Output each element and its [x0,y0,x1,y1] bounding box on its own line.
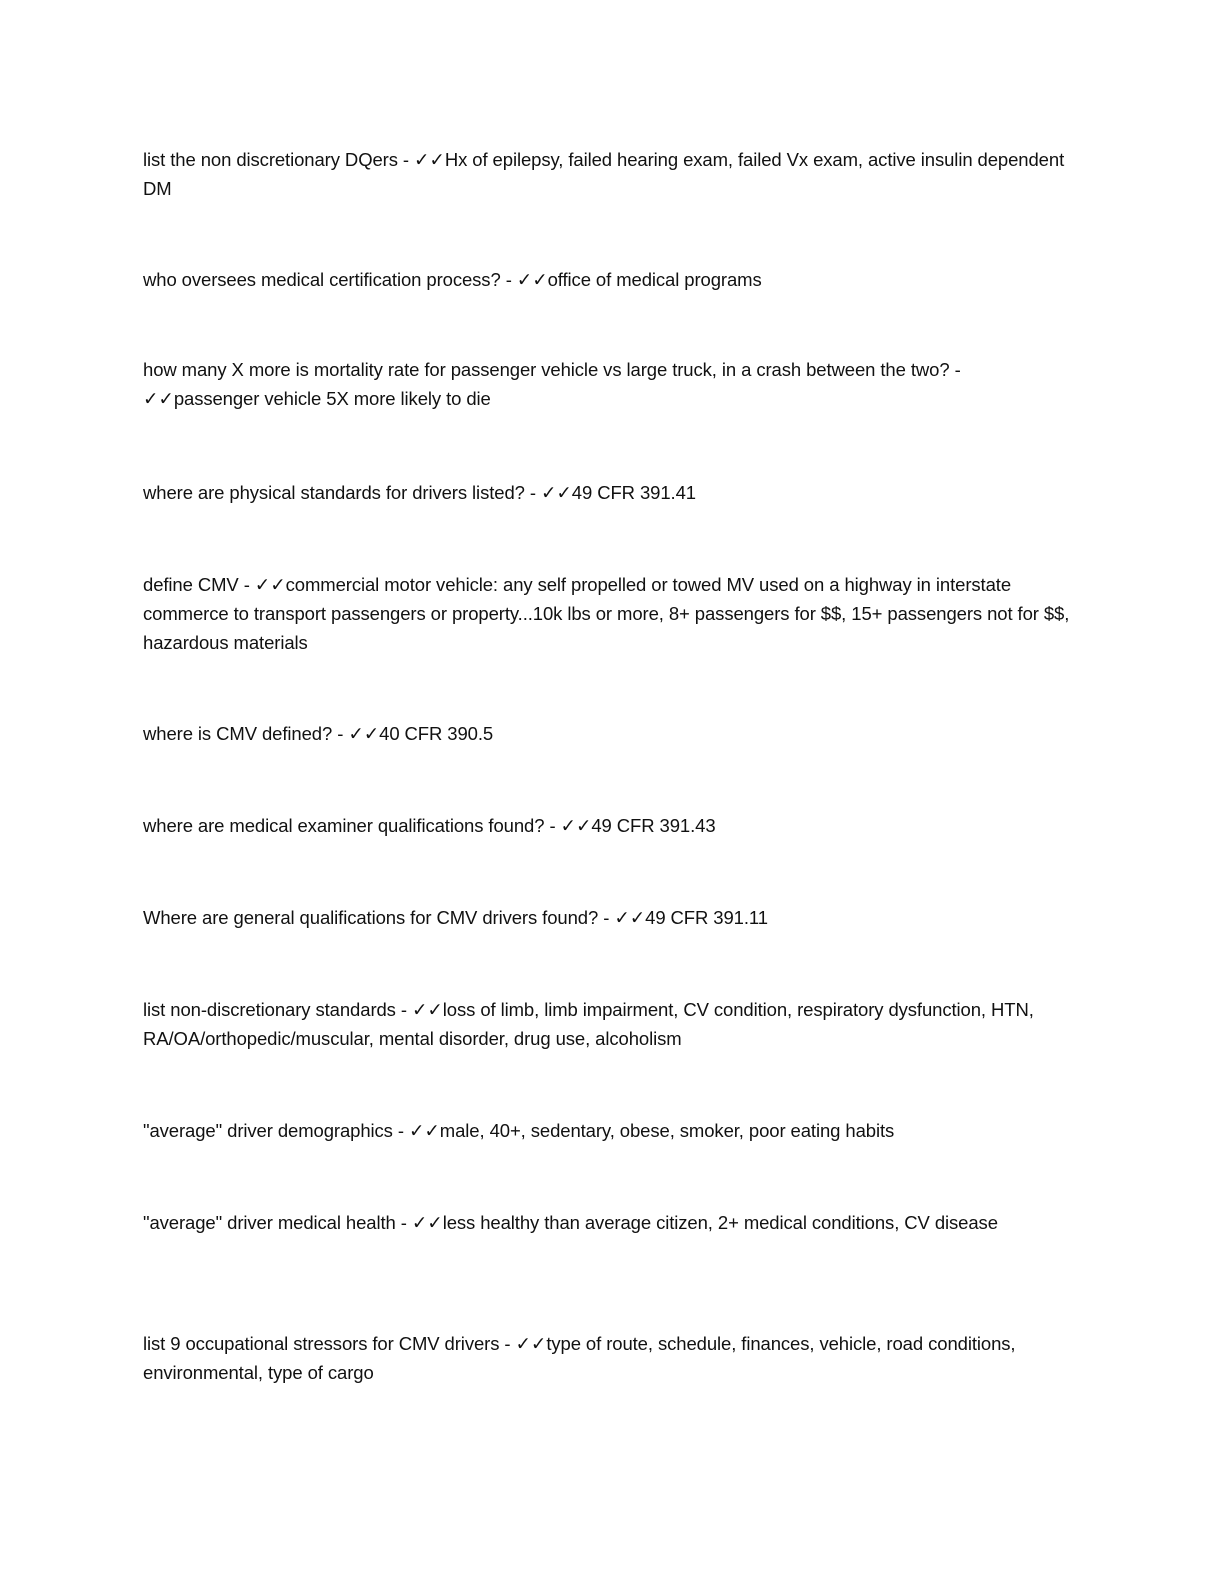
qa-item [143,903,1073,932]
check-icon: ✓✓ [515,1333,547,1354]
qa-answer: 49 CFR 391.43 [591,815,716,836]
qa-answer: type of route, schedule, finances, vehicle, road conditions, environmental, type of cargo [143,1333,1016,1383]
qa-item [143,1116,1073,1145]
qa-answer: 49 CFR 391.41 [571,482,696,503]
qa-answer: office of medical programs [547,269,762,290]
qa-question: where is CMV defined? [143,723,333,744]
qa-item [143,1329,1073,1387]
qa-answer: 49 CFR 391.11 [645,907,768,928]
qa-separator: - [949,359,961,380]
check-icon: ✓✓ [348,723,380,744]
qa-separator: - [392,1120,409,1141]
qa-question: where are physical standards for drivers listed? [143,482,525,503]
check-icon: ✓✓ [560,815,592,836]
qa-question: "average" driver demographics [143,1120,393,1141]
qa-question: list the non discretionary DQers [143,149,398,170]
qa-question: Where are general qualifications for CMV drivers found? [143,907,599,928]
qa-separator: - [500,269,517,290]
qa-item [143,145,1073,203]
qa-item [143,265,1073,294]
qa-item [143,1208,1073,1237]
qa-question: where are medical examiner qualifications found? [143,815,545,836]
qa-question: "average" driver medical health [143,1212,396,1233]
qa-question: how many X more is mortality rate for passenger vehicle vs large truck, in a crash between the two? [143,359,950,380]
qa-question: who oversees medical certification process? [143,269,501,290]
check-icon: ✓✓ [516,269,548,290]
check-icon: ✓✓ [614,907,646,928]
qa-answer: male, 40+, sedentary, obese, smoker, poor eating habits [439,1120,895,1141]
check-icon: ✓✓ [414,149,445,170]
qa-item [143,811,1073,840]
qa-answer: loss of limb, limb impairment, CV condition, respiratory dysfunction, HTN, RA/OA/orthopedic/muscular, mental disorder, drug use, alcoholism [143,999,1034,1049]
qa-answer: less healthy than average citizen, 2+ medical conditions, CV disease [442,1212,998,1233]
qa-item [143,570,1073,657]
check-icon: ✓✓ [411,1212,443,1233]
qa-separator: - [598,907,615,928]
qa-answer: passenger vehicle 5X more likely to die [173,388,491,409]
qa-separator: - [238,574,255,595]
qa-separator: - [544,815,561,836]
check-icon: ✓✓ [143,388,174,409]
qa-separator: - [395,999,412,1020]
qa-separator: - [395,1212,412,1233]
qa-separator: - [332,723,349,744]
qa-question: define CMV [143,574,239,595]
qa-answer: 40 CFR 390.5 [379,723,494,744]
qa-answer: commercial motor vehicle: any self propelled or towed MV used on a highway in interstate commerce to transport passengers or property...10k lbs or more, 8+ passengers for $$, 15+ passengers not for $$, hazardous materials [143,574,1070,653]
qa-question: list non-discretionary standards [143,999,396,1020]
qa-separator: - [397,149,415,170]
qa-question: list 9 occupational stressors for CMV drivers [143,1333,500,1354]
qa-separator: - [499,1333,516,1354]
check-icon: ✓✓ [254,574,286,595]
check-icon: ✓✓ [411,999,443,1020]
qa-item [143,995,1073,1053]
qa-item [143,719,1073,748]
qa-separator: - [524,482,541,503]
qa-item [143,478,1073,507]
qa-item [143,355,1073,413]
check-icon: ✓✓ [408,1120,440,1141]
check-icon: ✓✓ [540,482,572,503]
qa-answer: Hx of epilepsy, failed hearing exam, failed Vx exam, active insulin dependent DM [143,149,1065,199]
